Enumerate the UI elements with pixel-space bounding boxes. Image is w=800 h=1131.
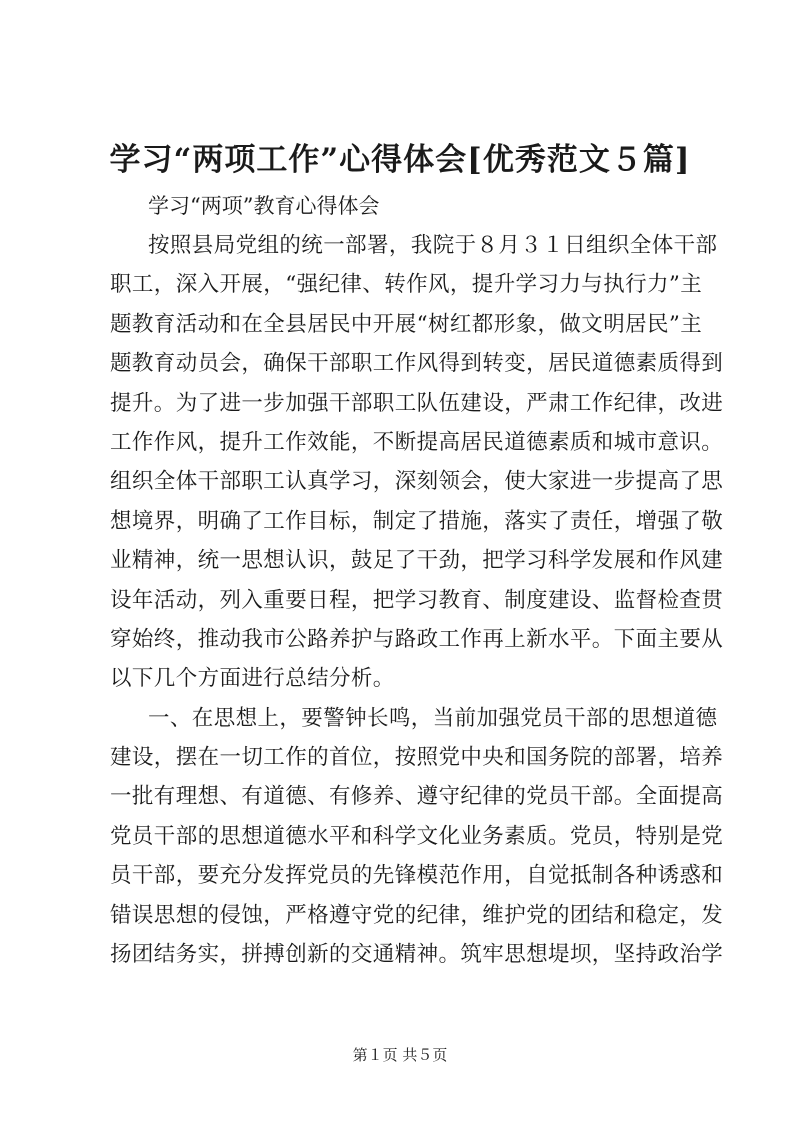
body-line: 党员干部的思想道德水平和科学文化业务素质。党员，特别是党: [110, 823, 724, 849]
body-line: 想境界，明确了工作目标，制定了措施，落实了责任，增强了敬: [110, 508, 724, 534]
document-title: 学习“两项工作”心得体会[优秀范文５篇]: [109, 142, 691, 178]
page-footer: 第１页 共５页: [352, 1046, 448, 1064]
document-body: [110, 226, 724, 974]
body-line: 一批有理想、有道德、有修养、遵守纪律的党员干部。全面提高: [110, 784, 724, 810]
body-line: 错误思想的侵蚀，严格遵守党的纪律，维护党的团结和稳定，发: [110, 902, 724, 928]
body-line: 按照县局党组的统一部署，我院于８月３１日组织全体干部: [148, 233, 718, 258]
body-line: 扬团结务实，拼搏创新的交通精神。筑牢思想堤坝，坚持政治学: [110, 942, 724, 968]
body-line: 以下几个方面进行总结分析。: [110, 666, 395, 692]
body-line: 题教育活动和在全县居民中开展“树红都形象，做文明居民”主: [110, 311, 703, 337]
body-line: 建设，摆在一切工作的首位，按照党中央和国务院的部署，培养: [110, 745, 724, 771]
body-line: 题教育动员会，确保干部职工作风得到转变，居民道德素质得到: [110, 351, 724, 377]
body-line: 穿始终，推动我市公路养护与路政工作再上新水平。下面主要从: [110, 626, 724, 652]
body-line: 设年活动，列入重要日程，把学习教育、制度建设、监督检查贯: [110, 587, 724, 613]
body-line: 员干部，要充分发挥党员的先锋模范作用，自觉抵制各种诱惑和: [110, 863, 724, 889]
body-line: 业精神，统一思想认识，鼓足了干劲，把学习科学发展和作风建: [110, 548, 724, 574]
body-line: 工作作风，提升工作效能，不断提高居民道德素质和城市意识。: [110, 429, 724, 455]
body-line: 组织全体干部职工认真学习，深刻领会，使大家进一步提高了思: [110, 469, 724, 495]
body-line: 职工，深入开展，“强纪律、转作风，提升学习力与执行力”主: [110, 272, 703, 298]
body-line: 提升。为了进一步加强干部职工队伍建设，严肃工作纪律，改进: [110, 390, 724, 416]
body-line: 一、在思想上，要警钟长鸣，当前加强党员干部的思想道德: [148, 705, 718, 731]
document-subtitle: 学习“两项”教育心得体会: [148, 194, 380, 218]
